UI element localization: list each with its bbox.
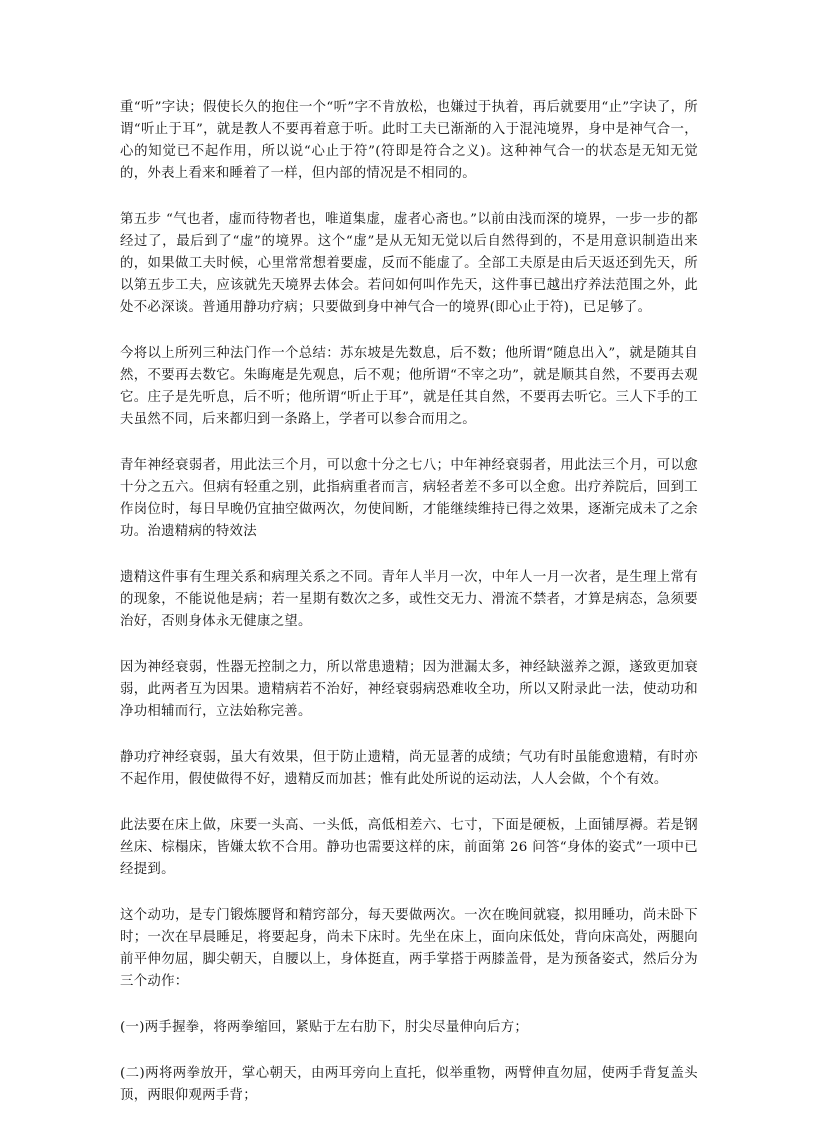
paragraph-step4-listen: 重“听”字诀；假使长久的抱住一个“听”字不肯放松，也嫌过于执着，再后就要用“止”字诀了，所谓“听止于耳”，就是教人不要再着意于听。此时工夫已渐渐的入于混沌境界，身中是神气合一，心的知觉已不起作用，所以说“心止于符”(符即是符合之义)。这种神气合一的状态是无知无觉的，外表上看来和睡着了一样，但内部的情况是不相同的。 [120,100,698,181]
paragraph-emission-intro: 遗精这件事有生理关系和病理关系之不同。青年人半月一次，中年人一月一次者，是生理上常有的现象，不能说他是病；若一星期有数次之多，或性交无力、滑流不禁者，才算是病态，急须要治好，否则身体永无健康之望。 [120,570,698,629]
paragraph-motion-2: (二)两将两拳放开，掌心朝天，由两耳旁向上直托，似举重物，两臂伸直勿屈，使两手背复盖头顶，两眼仰观两手背； [120,1066,698,1103]
paragraph-motion-1: (一)两手握拳，将两拳缩回，紧贴于左右肋下，肘尖尽量伸向后方； [120,1020,529,1035]
paragraph-neurasthenia-results: 青年神经衰弱者，用此法三个月，可以愈十分之七八；中年神经衰弱者，用此法三个月，可以愈十分之五六。但病有轻重之别，此指病重者而言，病轻者差不多可以全愈。出疗养院后，回到工作岗位时，每日早晚仍宜抽空做两次，勿使间断，才能继续维持已得之效果，逐渐完成未了之余功。治遗精病的特效法 [120,458,698,539]
document-page [120,97,698,1131]
paragraph-step5-void: 第五步 “气也者，虚而待物者也，唯道集虚，虚者心斋也。”以前由浅而深的境界，一步一步的都经过了，最后到了“虚”的境界。这个“虚”是从无知无觉以后自然得到的，不是用意识制造出来的，如果做工夫时候，心里常常想着要虚，反而不能虚了。全部工夫原是由后天返还到先天，所以第五步工夫，应该就先天境界去体会。若问如何叫作先天，这件事已越出疗养法范围之外，此处不必深谈。普通用静功疗病；只要做到身中神气合一的境界(即心止于符)，已足够了。 [120,212,698,315]
paragraph-exercise-intro: 这个动功，是专门锻炼腰肾和精窍部分，每天要做两次。一次在晚间就寝，拟用睡功，尚未卧下时；一次在早晨睡足，将要起身，尚未下床时。先坐在床上，面向床低处，背向床高处，两腿向前平伸勿屈，脚尖朝天，自腰以上，身体挺直，两手掌搭于两膝盖骨，是为预备姿式，然后分为三个动作： [120,908,698,989]
paragraph-summary: 今将以上所列三种法门作一个总结：苏东坡是先数息，后不数；他所谓“随息出入”，就是随其自然，不要再去数它。朱晦庵是先观息，后不观；他所谓“不宰之功”，就是顺其自然，不要再去观它。庄子是先听息，后不听；他所谓“听止于耳”，就是任其自然，不要再去听它。三人下手的工夫虽然不同，后来都归到一条路上，学者可以参合而用之。 [120,346,698,427]
paragraph-static-vs-dynamic: 静功疗神经衰弱，虽大有效果，但于防止遗精，尚无显著的成绩；气功有时虽能愈遗精，有时亦不起作用，假使做得不好，遗精反而加甚；惟有此处所说的运动法，人人会做，个个有效。 [120,750,698,787]
paragraph-cause-effect: 因为神经衰弱，性器无控制之力，所以常患遗精；因为泄漏太多，神经缺滋养之源，遂致更加衰弱，此两者互为因果。遗精病若不治好，神经衰弱病恐难收全功，所以又附录此一法，使动功和净功相辅而行，立法始称完善。 [120,660,698,719]
paragraph-bed-setup: 此法要在床上做，床要一头高、一头低，高低相差六、七寸，下面是硬板，上面铺厚褥。若是钢丝床、棕榻床，皆嫌太软不合用。静功也需要这样的床，前面第 26 问答“身体的姿式”一项中已经提到。 [120,818,698,877]
